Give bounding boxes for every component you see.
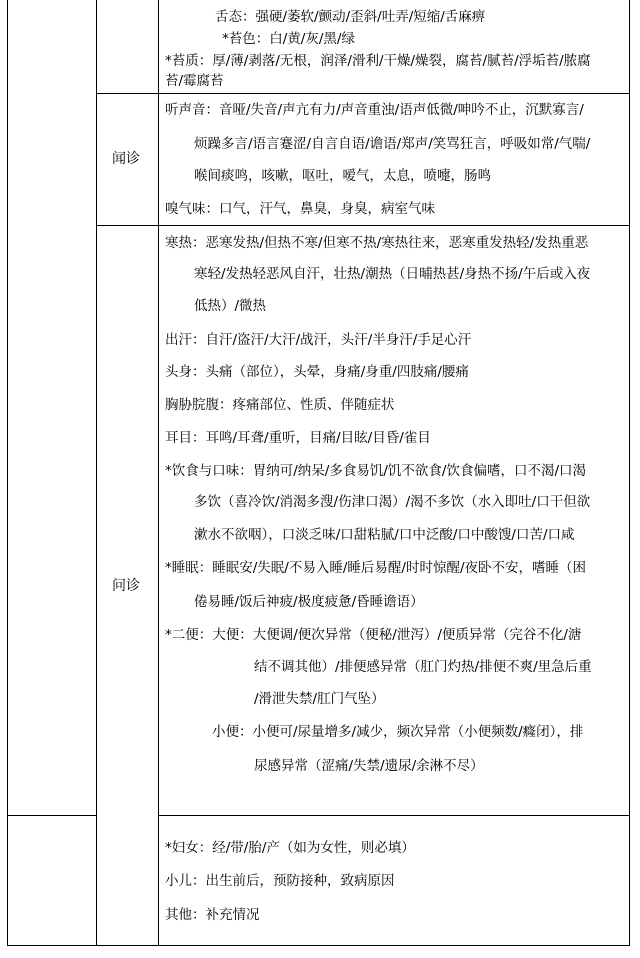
urine-text-2: 尿感异常（涩痛/失禁/遗尿/余淋不尽） — [254, 758, 484, 774]
sound-text-2: 烦躁多言/语言蹇涩/自言自语/谵语/郑声/笑骂狂言，呼吸如常/气喘/ — [194, 136, 591, 152]
coating-quality-text-2: 苔/霉腐苔 — [165, 73, 224, 89]
sleep-text-1: *睡眠：睡眠安/失眠/不易入睡/睡后易醒/时时惊醒/夜卧不安，嗜睡（困 — [165, 560, 586, 576]
table-divider-2 — [158, 0, 159, 946]
ear-eye-text: 耳目：耳鸣/耳聋/重听，目痛/目眩/目昏/雀目 — [165, 430, 431, 446]
table-border-right — [629, 0, 630, 946]
diet-text-3: 漱水不欲咽），口淡乏味/口甜粘腻/口中泛酸/口中酸馊/口苦/口咸 — [194, 527, 575, 543]
cold-heat-text-3: 低热）/微热 — [194, 298, 267, 314]
row-divider-other — [7, 815, 97, 816]
head-body-text: 头身：头痛（部位），头晕，身痛/身重/四肢痛/腰痛 — [165, 364, 469, 380]
stool-text-1: *二便：大便：大便调/便次异常（便秘/泄泻）/便质异常（完谷不化/溏 — [165, 627, 582, 643]
row-divider-inspection — [96, 93, 630, 94]
sleep-text-2: 倦易睡/饭后神疲/极度疲惫/昏睡谵语） — [194, 594, 424, 610]
cold-heat-text-1: 寒热：恶寒发热/但热不寒/但寒不热/寒热往来，恶寒重发热轻/发热重恶 — [165, 235, 589, 251]
table-border-bottom — [7, 945, 630, 946]
diet-text-1: *饮食与口味：胃纳可/纳呆/多食易饥/饥不欲食/饮食偏嗜，口不渴/口渴 — [165, 463, 586, 479]
table-divider-1 — [96, 0, 97, 946]
urine-text-1: 小便：小便可/尿量增多/减少，频次异常（小便频数/癃闭），排 — [212, 724, 584, 740]
coating-quality-text-1: *苔质：厚/薄/剥落/无根，润泽/滑利/干燥/燥裂，腐苔/腻苔/浮垢苔/脓腐 — [165, 53, 591, 69]
others-text: 其他：补充情况 — [165, 907, 260, 923]
stool-text-3: /滑泄失禁/肛门气坠） — [254, 691, 385, 707]
children-text: 小儿：出生前后，预防接种，致病原因 — [165, 873, 395, 889]
row-divider-listening — [96, 225, 630, 226]
chest-abdomen-text: 胸胁脘腹：疼痛部位、性质、伴随症状 — [165, 397, 395, 413]
diet-text-2: 多饮（喜冷饮/消渴多溲/伤津口渴）/渴不多饮（水入即吐/口干但欲 — [194, 494, 591, 510]
cold-heat-text-2: 寒轻/发热轻恶风自汗，壮热/潮热（日晡热甚/身热不扬/午后或入夜 — [194, 266, 591, 282]
coating-color-text: *苔色：白/黄/灰/黑/绿 — [222, 31, 355, 47]
table-border-left — [7, 0, 8, 946]
stool-text-2: 结不调其他）/排便感异常（肛门灼热/排便不爽/里急后重 — [254, 659, 592, 675]
section-label-inquiry: 问诊 — [112, 578, 140, 594]
section-label-listening: 闻诊 — [112, 151, 140, 167]
row-divider-other-content — [158, 815, 630, 816]
smell-text: 嗅气味：口气，汗气，鼻臭，身臭，病室气味 — [165, 201, 435, 217]
sound-text-1: 听声音：音哑/失音/声亢有力/声音重浊/语声低微/呻吟不止，沉默寡言/ — [165, 102, 584, 118]
sweat-text: 出汗：自汗/盗汗/大汗/战汗，头汗/半身汗/手足心汗 — [165, 332, 472, 348]
women-text: *妇女：经/带/胎/产（如为女性，则必填） — [165, 840, 415, 856]
sound-text-3: 喉间痰鸣，咳嗽，呕吐，嗳气，太息，喷嚏，肠鸣 — [194, 168, 491, 184]
tongue-shape-text: 舌态：强硬/萎软/颤动/歪斜/吐弄/短缩/舌麻痹 — [215, 9, 486, 25]
